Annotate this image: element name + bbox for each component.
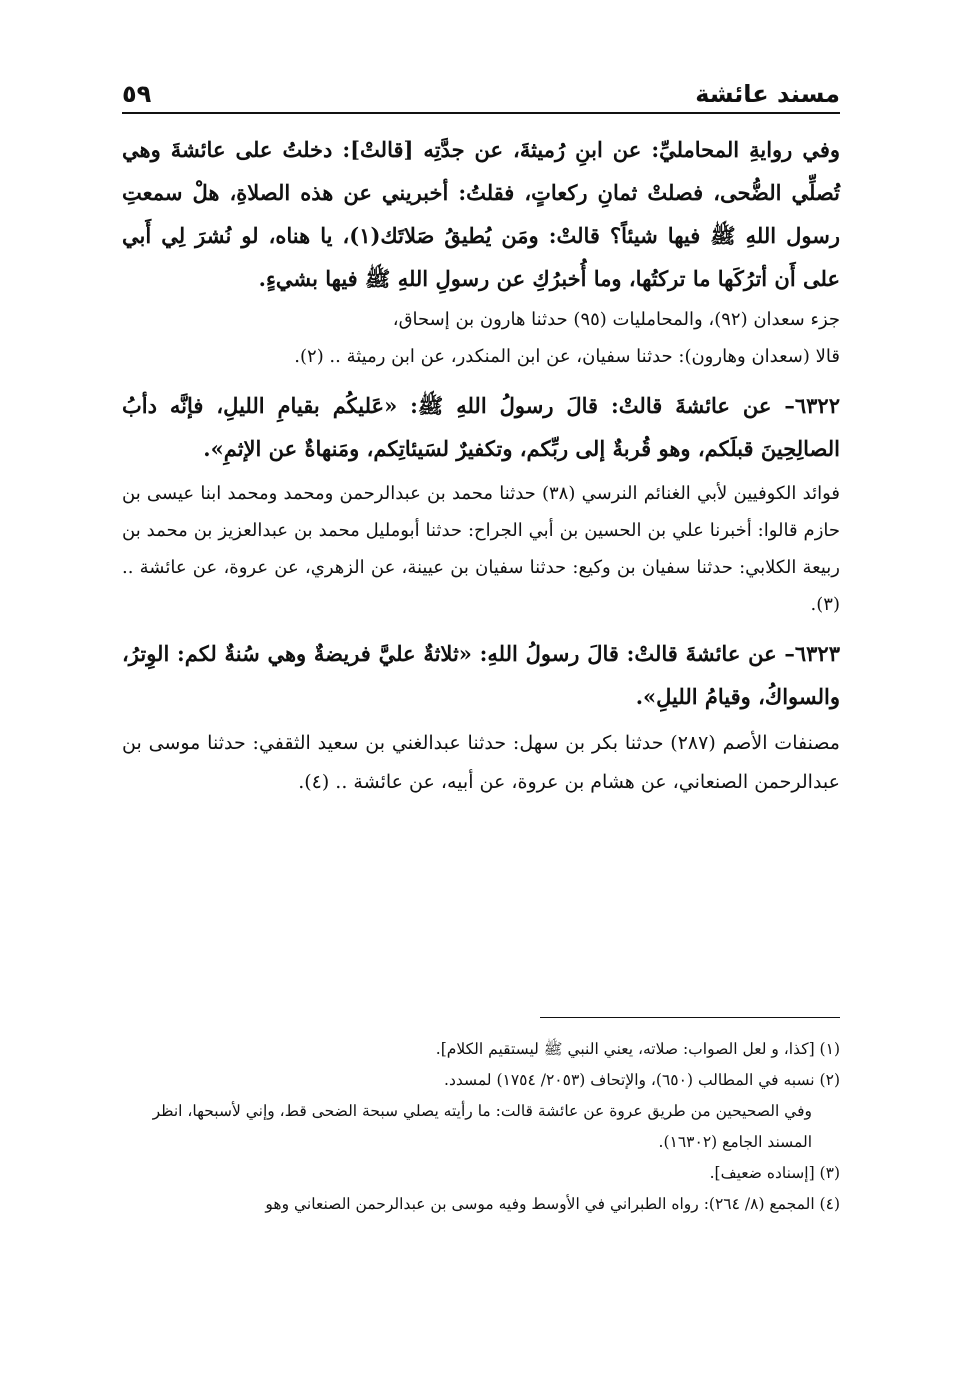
hadith-6323 (122, 632, 840, 718)
footnote-1: (١) [كذا، و لعل الصواب: صلاته، يعني النبي ﷺ ليستقيم الكلام]. (435, 1040, 840, 1058)
hadith-number: ٦٣٢٣ (794, 640, 840, 666)
page-number: ٥٩ (122, 80, 152, 108)
hadith-text: – عن عائشةَ قالتْ: قالَ رسولُ اللهِ ﷺ: «عَليكُم بقيامِ الليلِ، فإنَّه دأبُ الصالِحِينَ قبلَكم، وهو قُربةٌ إلى ربِّكم، وتكفيرٌ لسَيئاتِكم، ومَنهاةٌ عن الإثمِ». (122, 392, 840, 462)
running-title: مسند عائشة (695, 80, 840, 108)
footnote-2: (٢) نسبه في المطالب (٦٥٠)، والإتحاف (٢٠٥٣/ ١٧٥٤) لمسدد. (444, 1071, 840, 1089)
footnote-2-continued: وفي الصحيحين من طريق عروة عن عائشة قالت: ما رأيته يصلي سبحة الضحى قط، وإني لأسبحها، انظر المسند الجامع (١٦٣٠٢). (152, 1102, 812, 1151)
source-line: قالا (سعدان وهارون): حدثنا سفيان، عن ابن المنكدر، عن ابن رميثة .. (٢). (294, 346, 840, 368)
narration-paragraph: وفي روايةِ المحامليِّ: عن ابنِ رُميثةَ، عن جدَّتِه [قالتْ]: دخلتُ على عائشةَ وهي تُصلِّي الضُّحى، فصلتْ ثمانِ ركعاتٍ، فقلتُ: أخبريني عن هذه الصلاةِ، هلْ سمعتِ رسول اللهِ ﷺ فيها شيئاً؟ قالتْ: ومَن يُطيقُ صَلاتَك(١)، يا هناه، لو نُشرَ لِي أَبي على أَن أترُكَها ما تركتُها، وما أُخبرُكِ عن رسولِ اللهِ ﷺ فيها بشيءٍ. (122, 137, 840, 292)
hadith-6322 (122, 384, 840, 470)
footnotes (122, 1034, 840, 1220)
footnote-4: (٤) المجمع (٨/ ٢٦٤): رواه الطبراني في الأوسط وفيه موسى بن عبدالرحمن الصنعاني وهو (265, 1195, 840, 1213)
hadith-6323-source: مصنفات الأصم (٢٨٧) حدثنا بكر بن سهل: حدثنا عبدالغني بن سعيد الثقفي: حدثنا موسى بن عبدالرحمن الصنعاني، عن هشام بن عروة، عن أبيه، عن عائشة .. (٤). (122, 731, 840, 793)
hadith-text: – عن عائشةَ قالتْ: قالَ رسولُ اللهِ: «ثلاثةٌ عليَّ فريضةٌ وهي سُنةٌ لكم: الوِترُ، والسواكُ، وقيامُ الليلِ». (122, 640, 840, 709)
main-text (122, 128, 840, 810)
page-header (122, 72, 840, 114)
footnote-3: (٣) [إسناده ضعيف]. (709, 1164, 840, 1182)
hadith-number: ٦٣٢٢ (794, 392, 840, 418)
source-line: جزء سعدان (٩٢)، والمحامليات (٩٥) حدثنا هارون بن إسحاق، (392, 309, 840, 331)
hadith-6322-source: فوائد الكوفيين لأبي الغنائم النرسي (٣٨) حدثنا محمد بن عبدالرحمن ومحمد ومحمد ابنا عيسى بن حازم قالوا: أخبرنا علي بن الحسين بن أبي الجراح: حدثنا أبومليل محمد بن عبدالعزيز بن محمد بن ربيعة الكلابي: حدثنا سفيان بن وكيع: حدثنا سفيان بن عيينة، عن الزهري، عن عروة، عن عائشة .. (٣). (122, 483, 840, 615)
footnote-separator (540, 1017, 840, 1018)
